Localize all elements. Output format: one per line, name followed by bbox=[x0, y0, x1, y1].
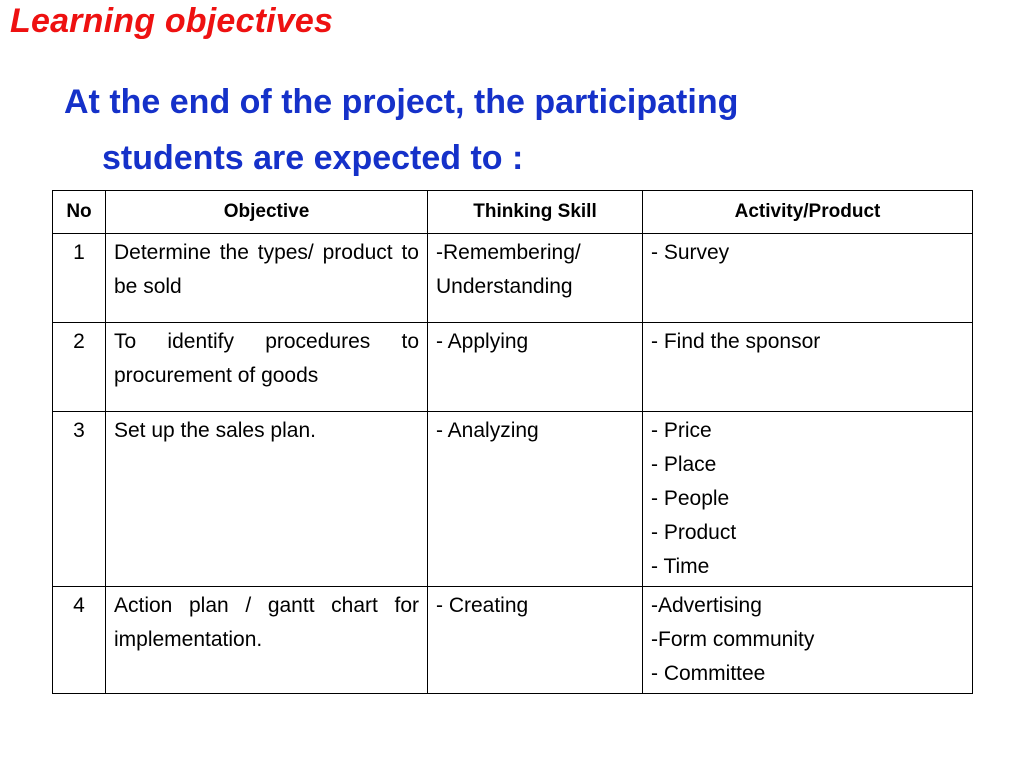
row-no: 1 bbox=[53, 234, 106, 323]
row-no: 4 bbox=[53, 587, 106, 694]
activity-line: - Survey bbox=[651, 241, 730, 264]
row-objective: Action plan / gantt chart for implementation. bbox=[106, 587, 428, 694]
activity-line: - People bbox=[651, 487, 730, 510]
row-activity bbox=[643, 234, 973, 323]
row-activity bbox=[643, 587, 973, 694]
table-row bbox=[53, 587, 973, 694]
table-header-row bbox=[53, 191, 973, 234]
table-row bbox=[53, 412, 973, 587]
subtitle-line-1: At the end of the project, the participating bbox=[64, 83, 739, 121]
activity-line: -Form community bbox=[651, 628, 815, 651]
slide-title: Learning objectives bbox=[10, 2, 334, 40]
table-row bbox=[53, 323, 973, 412]
skill-line: -Remembering/ bbox=[436, 241, 581, 264]
row-thinking-skill bbox=[428, 234, 643, 323]
row-activity bbox=[643, 323, 973, 412]
activity-line: - Committee bbox=[651, 662, 766, 685]
header-no: No bbox=[53, 191, 106, 234]
subtitle-line-2: students are expected to : bbox=[102, 139, 524, 177]
row-thinking-skill bbox=[428, 587, 643, 694]
row-objective: Determine the types/ product to be sold bbox=[106, 234, 428, 323]
row-no: 3 bbox=[53, 412, 106, 587]
header-thinking-skill: Thinking Skill bbox=[428, 191, 643, 234]
table-row bbox=[53, 234, 973, 323]
header-objective: Objective bbox=[106, 191, 428, 234]
row-thinking-skill bbox=[428, 323, 643, 412]
activity-line: - Find the sponsor bbox=[651, 330, 821, 353]
activity-line: - Price bbox=[651, 419, 712, 442]
skill-line: - Creating bbox=[436, 594, 529, 617]
skill-line: - Analyzing bbox=[436, 419, 539, 442]
activity-line: -Advertising bbox=[651, 594, 762, 617]
header-activity-product: Activity/Product bbox=[643, 191, 973, 234]
row-activity bbox=[643, 412, 973, 587]
skill-line: Understanding bbox=[436, 275, 573, 298]
row-thinking-skill bbox=[428, 412, 643, 587]
objectives-table bbox=[52, 190, 973, 694]
row-objective: To identify procedures to procurement of goods bbox=[106, 323, 428, 412]
activity-line: - Place bbox=[651, 453, 717, 476]
row-objective: Set up the sales plan. bbox=[106, 412, 428, 587]
row-no: 2 bbox=[53, 323, 106, 412]
activity-line: - Product bbox=[651, 521, 737, 544]
skill-line: - Applying bbox=[436, 330, 529, 353]
slide-subtitle bbox=[64, 74, 944, 186]
activity-line: - Time bbox=[651, 555, 710, 578]
